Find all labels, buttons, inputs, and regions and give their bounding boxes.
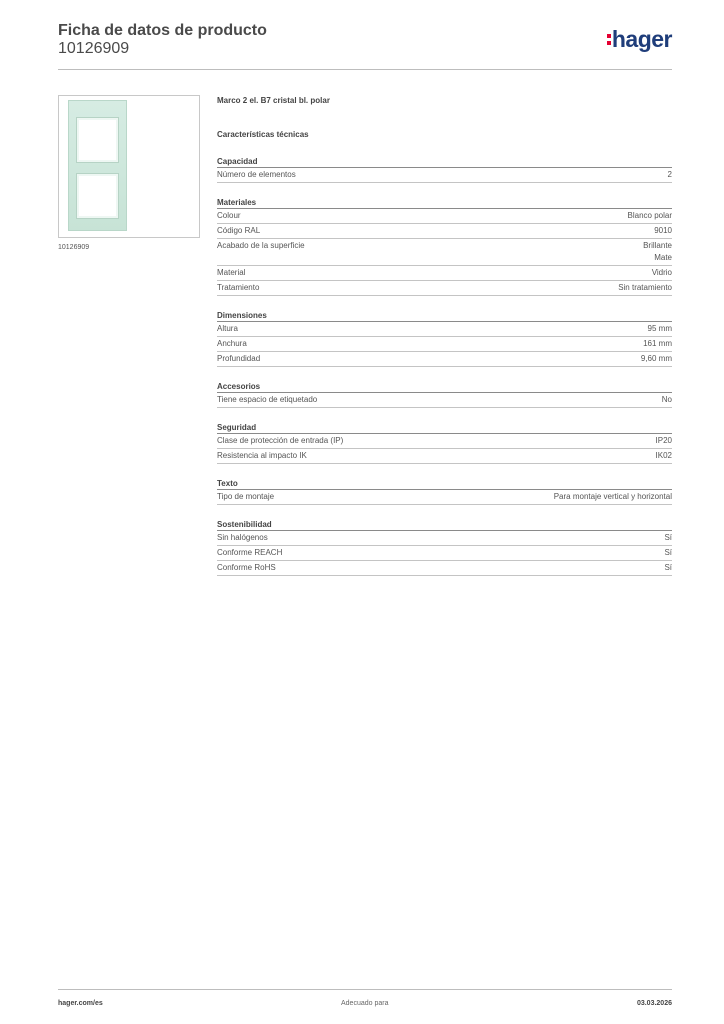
logo-dots-icon <box>607 34 611 45</box>
page-header <box>58 22 672 70</box>
spec-row <box>217 168 672 183</box>
spec-values <box>656 435 672 447</box>
spec-group <box>217 381 672 408</box>
spec-values <box>641 353 672 365</box>
spec-values <box>618 282 672 294</box>
spec-row <box>217 393 672 408</box>
footer-date: 03.03.2026 <box>636 1000 672 1007</box>
image-caption: 10126909 <box>58 244 90 251</box>
specs-heading: Características técnicas <box>217 130 309 139</box>
spec-group <box>217 156 672 183</box>
spec-label: Acabado de la superficie <box>217 241 305 250</box>
spec-group <box>217 310 672 367</box>
spec-value: Sí <box>664 548 672 557</box>
spec-value: Vidrio <box>651 268 672 277</box>
spec-value: 95 mm <box>647 324 672 333</box>
spec-label: Conforme REACH <box>217 548 283 557</box>
spec-row <box>217 224 672 239</box>
spec-row <box>217 281 672 296</box>
spec-label: Colour <box>217 211 241 220</box>
spec-values <box>643 240 672 264</box>
spec-group <box>217 478 672 505</box>
spec-values <box>664 547 672 559</box>
spec-group-title: Materiales <box>217 197 672 209</box>
spec-content <box>217 96 672 576</box>
spec-group-title: Texto <box>217 478 672 490</box>
spec-groups <box>217 156 672 576</box>
spec-label: Tiene espacio de etiquetado <box>217 395 318 404</box>
spec-row <box>217 490 672 505</box>
spec-value: Blanco polar <box>627 211 672 220</box>
spec-label: Material <box>217 268 246 277</box>
spec-label: Tratamiento <box>217 283 260 292</box>
spec-values <box>652 267 672 279</box>
spec-row <box>217 239 672 266</box>
spec-label: Clase de protección de entrada (IP) <box>217 436 344 445</box>
product-number: 10126909 <box>58 40 130 57</box>
spec-value: Para montaje vertical y horizontal <box>553 492 672 501</box>
spec-row <box>217 266 672 281</box>
document-title: Ficha de datos de producto <box>58 22 267 39</box>
frame-slot-bottom <box>77 174 118 218</box>
spec-value: No <box>661 395 672 404</box>
spec-value: Sí <box>664 533 672 542</box>
spec-value: Sin tratamiento <box>618 283 672 292</box>
spec-label: Profundidad <box>217 354 261 363</box>
product-name: Marco 2 el. B7 cristal bl. polar <box>217 96 330 105</box>
spec-group-title: Accesorios <box>217 381 672 393</box>
spec-values <box>554 491 672 503</box>
spec-group-title: Sostenibilidad <box>217 519 672 531</box>
spec-row <box>217 449 672 464</box>
spec-group <box>217 197 672 296</box>
spec-value: Sí <box>664 563 672 572</box>
spec-value: IK02 <box>655 451 672 460</box>
footer-website: hager.com/es <box>58 1000 103 1007</box>
page-footer <box>58 989 672 1013</box>
product-image <box>58 95 200 238</box>
spec-row <box>217 209 672 224</box>
frame-illustration <box>68 100 127 231</box>
spec-label: Código RAL <box>217 226 261 235</box>
spec-label: Anchura <box>217 339 247 348</box>
spec-values <box>643 338 672 350</box>
spec-values <box>668 169 672 181</box>
spec-label: Número de elementos <box>217 170 296 179</box>
spec-label: Resistencia al impacto IK <box>217 451 307 460</box>
spec-row <box>217 434 672 449</box>
spec-label: Altura <box>217 324 238 333</box>
spec-values <box>664 532 672 544</box>
spec-group-title: Capacidad <box>217 156 672 168</box>
spec-label: Sin halógenos <box>217 533 268 542</box>
spec-group <box>217 422 672 464</box>
spec-row <box>217 531 672 546</box>
spec-value: 2 <box>667 170 672 179</box>
hager-logo <box>607 26 672 52</box>
logo-text: hager <box>611 26 672 52</box>
spec-group <box>217 519 672 576</box>
spec-value: 9010 <box>654 226 672 235</box>
spec-row <box>217 352 672 367</box>
spec-value: 161 mm <box>643 339 672 348</box>
spec-values <box>664 562 672 574</box>
spec-values <box>656 450 672 462</box>
spec-row <box>217 546 672 561</box>
spec-group-title: Dimensiones <box>217 310 672 322</box>
spec-values <box>648 323 672 335</box>
spec-values <box>662 394 672 406</box>
spec-value: 9,60 mm <box>640 354 672 363</box>
spec-label: Conforme RoHS <box>217 563 276 572</box>
spec-row <box>217 337 672 352</box>
spec-value: IP20 <box>655 436 672 445</box>
spec-values <box>628 210 672 222</box>
frame-slot-top <box>77 118 118 162</box>
spec-group-title: Seguridad <box>217 422 672 434</box>
spec-values <box>654 225 672 237</box>
spec-row <box>217 561 672 576</box>
footer-suitable-for: Adecuado para <box>341 1000 389 1007</box>
spec-value: Brillante <box>643 241 672 250</box>
spec-row <box>217 322 672 337</box>
spec-value: Mate <box>654 253 672 262</box>
spec-label: Tipo de montaje <box>217 492 275 501</box>
